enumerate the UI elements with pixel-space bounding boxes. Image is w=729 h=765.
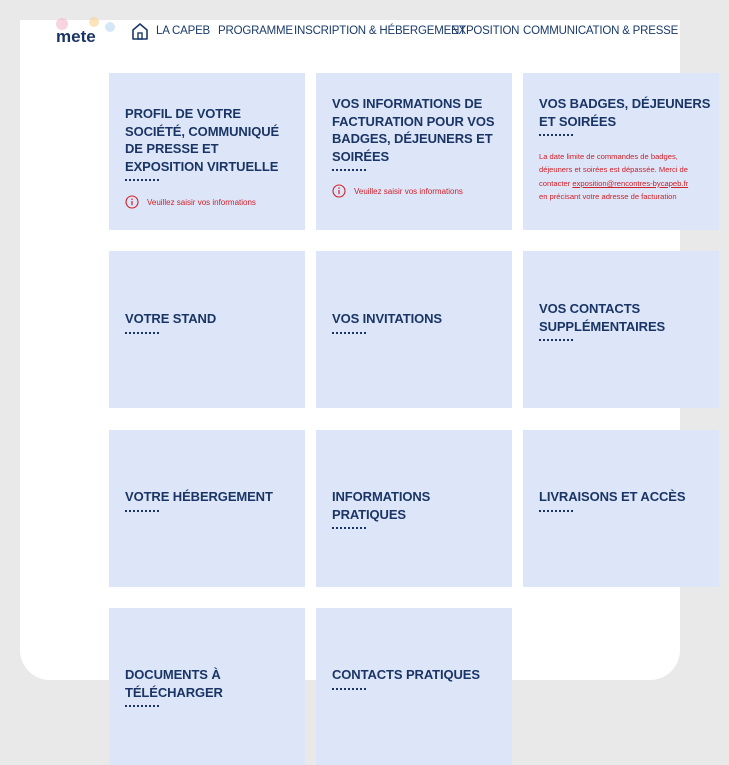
card-documents-telecharger[interactable] <box>109 608 305 765</box>
card-title: CONTACTS PRATIQUES <box>332 667 480 682</box>
nav-item-communication-presse[interactable]: COMMUNICATION & PRESSE <box>523 25 679 37</box>
card-title: DOCUMENTS À TÉLÉCHARGER <box>125 667 223 700</box>
deadline-line: déjeuners et soirées est dépassée. Merci de <box>539 165 689 175</box>
dotted-divider <box>125 702 159 707</box>
nav-item-exposition[interactable]: EXPOSITION <box>451 25 520 37</box>
card-title: VOS BADGES, DÉJEUNERS ET SOIRÉES <box>539 96 711 129</box>
card-title: VOS INVITATIONS <box>332 311 442 326</box>
deadline-line: La date limite de commandes de badges, <box>539 152 678 161</box>
logo[interactable] <box>48 18 118 48</box>
dotted-divider <box>539 131 573 136</box>
dotted-divider <box>125 329 159 334</box>
card-contacts-pratiques[interactable] <box>316 608 512 765</box>
deadline-line <box>539 177 719 190</box>
card-title: VOTRE STAND <box>125 311 217 326</box>
warning-message <box>332 184 496 198</box>
deadline-line: en précisant votre adresse de facturation <box>539 192 677 202</box>
card-vos-invitations[interactable] <box>316 251 512 408</box>
card-contacts-supplementaires[interactable] <box>523 251 719 408</box>
card-votre-hebergement[interactable] <box>109 430 305 587</box>
dotted-divider <box>332 685 366 690</box>
nav-item-programme[interactable]: PROGRAMME <box>218 25 293 37</box>
card-title: PROFIL DE VOTRE SOCIÉTÉ, COMMUNIQUÉ DE PRESSE ET EXPOSITION VIRTUELLE <box>125 106 280 174</box>
info-circle-icon <box>125 195 139 209</box>
dotted-divider <box>539 336 573 341</box>
card-badges[interactable] <box>523 73 719 230</box>
card-informations-pratiques[interactable] <box>316 430 512 587</box>
info-circle-icon <box>332 184 346 198</box>
card-livraisons-acces[interactable] <box>523 430 719 587</box>
card-title: INFORMATIONS PRATIQUES <box>332 489 431 522</box>
dotted-divider <box>332 166 366 171</box>
nav-item-la-capeb[interactable]: LA CAPEB <box>156 25 211 37</box>
card-profil-societe[interactable] <box>109 73 305 230</box>
dotted-divider <box>125 507 159 512</box>
deadline-prefix: contacter <box>539 178 573 188</box>
app-frame <box>20 20 711 700</box>
card-votre-stand[interactable] <box>109 251 305 408</box>
contact-email-link[interactable]: exposition@rencontres-bycapeb.fr <box>572 178 689 188</box>
dotted-divider <box>332 329 366 334</box>
card-title: LIVRAISONS ET ACCÈS <box>539 489 686 504</box>
logo-text: mete <box>56 27 96 46</box>
card-facturation[interactable] <box>316 73 512 230</box>
warning-text: Veuillez saisir vos informations <box>354 186 463 196</box>
deadline-message <box>539 150 719 204</box>
card-title: VOS INFORMATIONS DE FACTURATION POUR VOS BADGES, DÉJEUNERS ET SOIRÉES <box>332 96 495 164</box>
dotted-divider <box>332 524 366 529</box>
nav-item-inscription-hebergement[interactable]: INSCRIPTION & HÉBERGEMENT <box>294 25 466 37</box>
card-title: VOTRE HÉBERGEMENT <box>125 489 273 504</box>
card-title: VOS CONTACTS SUPPLÉMENTAIRES <box>539 301 666 334</box>
warning-text: Veuillez saisir vos informations <box>147 197 256 207</box>
dotted-divider <box>539 507 573 512</box>
warning-message <box>125 195 289 209</box>
home-icon[interactable] <box>130 21 150 41</box>
top-navigation <box>20 20 680 46</box>
dotted-divider <box>125 176 159 181</box>
